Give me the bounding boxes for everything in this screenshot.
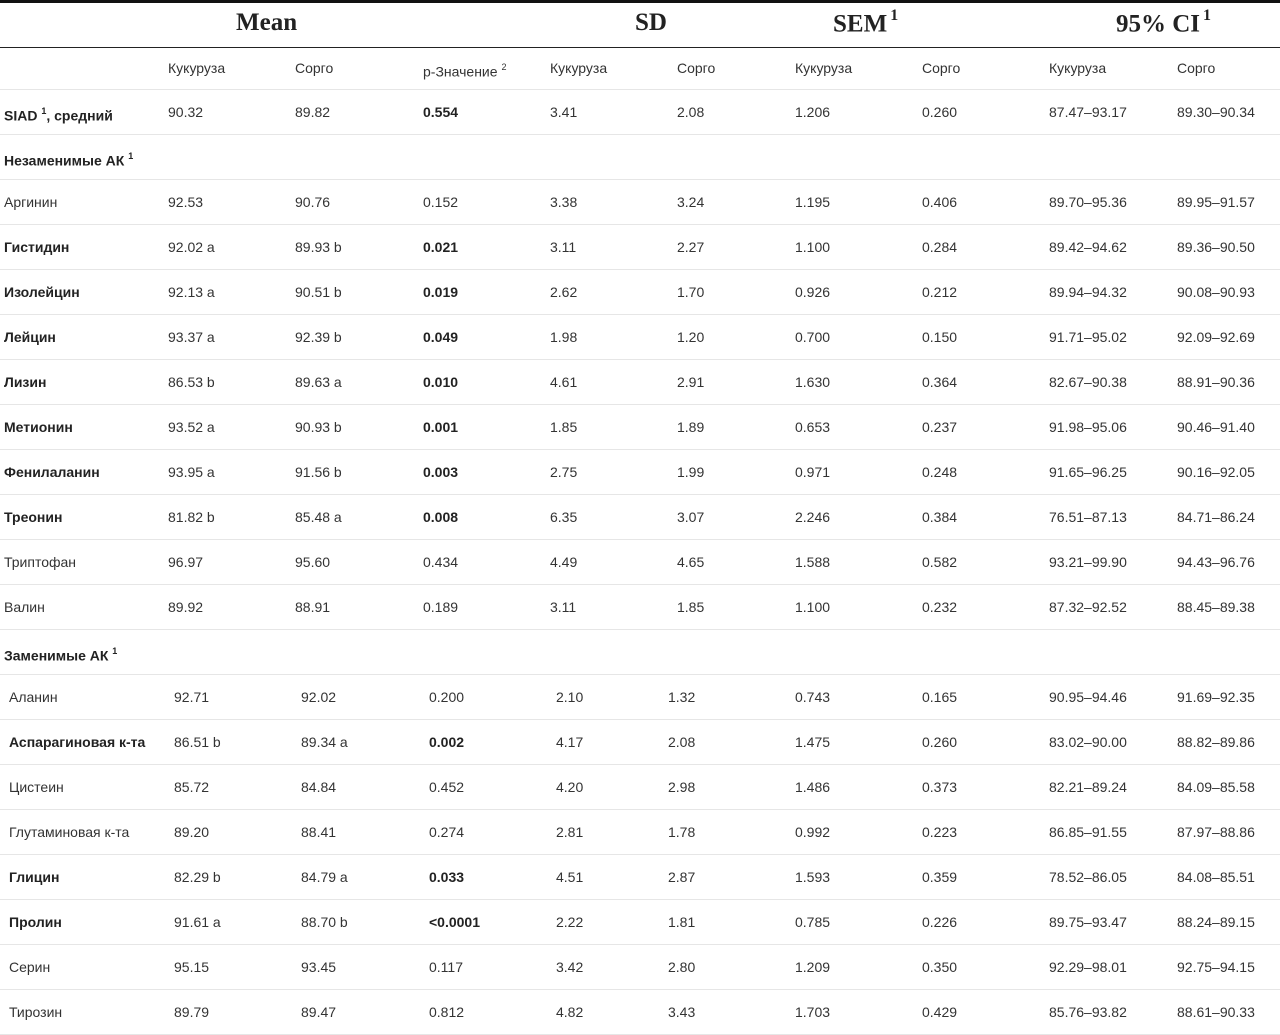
- cell-sem-sorghum: 0.150: [922, 329, 958, 345]
- cell-mean-corn: 91.61 a: [174, 914, 221, 930]
- cell-sd-corn: 6.35: [550, 509, 578, 525]
- section-label: Незаменимые АК $^1$: [4, 151, 134, 169]
- table-row: [0, 810, 1280, 855]
- row-label: Аспарагиновая к-та: [9, 734, 146, 750]
- cell-sd-sorghum: 2.08: [677, 104, 705, 120]
- cell-ci-sorghum: 94.43–96.76: [1177, 554, 1255, 570]
- cell-mean-corn: 93.37 a: [168, 329, 215, 345]
- cell-ci-corn: 90.95–94.46: [1049, 689, 1127, 705]
- col-ci-sorghum: Сорго: [1177, 60, 1216, 76]
- cell-sem-sorghum: 0.364: [922, 374, 958, 390]
- cell-sem-corn: 1.630: [795, 374, 831, 390]
- cell-sem-corn: 1.206: [795, 104, 831, 120]
- cell-sd-sorghum: 1.81: [668, 914, 696, 930]
- cell-ci-corn: 89.70–95.36: [1049, 194, 1127, 210]
- cell-mean-sorghum: 88.41: [301, 824, 337, 840]
- cell-p-value: 0.812: [429, 1004, 465, 1020]
- cell-ci-sorghum: 88.45–89.38: [1177, 599, 1255, 615]
- section-label: Заменимые АК $^1$: [4, 646, 118, 664]
- table-row: [0, 945, 1280, 990]
- cell-p-value: 0.003: [423, 464, 459, 480]
- table-row: [0, 720, 1280, 765]
- cell-mean-sorghum: 90.93 b: [295, 419, 342, 435]
- col-sem-sorghum: Сорго: [922, 60, 961, 76]
- cell-ci-corn: 86.85–91.55: [1049, 824, 1127, 840]
- cell-sd-corn: 3.11: [550, 239, 577, 255]
- cell-ci-sorghum: 88.24–89.15: [1177, 914, 1255, 930]
- table-row: [0, 855, 1280, 900]
- cell-sem-sorghum: 0.406: [922, 194, 958, 210]
- row-label: Лейцин: [4, 329, 56, 345]
- row-label: Изолейцин: [4, 284, 80, 300]
- cell-mean-corn: 89.79: [174, 1004, 210, 1020]
- cell-sem-corn: 1.100: [795, 239, 831, 255]
- cell-sd-sorghum: 1.20: [677, 329, 705, 345]
- cell-sd-sorghum: 1.78: [668, 824, 696, 840]
- cell-sd-sorghum: 3.07: [677, 509, 705, 525]
- section-row: [0, 630, 1280, 675]
- cell-sem-corn: 0.926: [795, 284, 831, 300]
- cell-sd-corn: 3.42: [556, 959, 584, 975]
- col-sem-corn: Кукуруза: [795, 60, 853, 76]
- row-label: Метионин: [4, 419, 73, 435]
- row-label: Фенилаланин: [4, 464, 100, 480]
- cell-mean-corn: 90.32: [168, 104, 204, 120]
- table-row: [0, 315, 1280, 360]
- cell-sd-sorghum: 1.32: [668, 689, 696, 705]
- cell-sd-corn: 2.81: [556, 824, 584, 840]
- table-row: [0, 450, 1280, 495]
- cell-mean-sorghum: 84.79 a: [301, 869, 348, 885]
- cell-ci-corn: 83.02–90.00: [1049, 734, 1127, 750]
- cell-mean-sorghum: 88.70 b: [301, 914, 348, 930]
- cell-sem-sorghum: 0.582: [922, 554, 958, 570]
- cell-ci-sorghum: 84.71–86.24: [1177, 509, 1255, 525]
- cell-ci-corn: 89.42–94.62: [1049, 239, 1127, 255]
- cell-sd-sorghum: 2.08: [668, 734, 696, 750]
- cell-sem-sorghum: 0.373: [922, 779, 958, 795]
- cell-mean-corn: 92.13 a: [168, 284, 215, 300]
- cell-sd-sorghum: 1.70: [677, 284, 705, 300]
- group-header-row: [0, 0, 1280, 48]
- cell-sem-sorghum: 0.212: [922, 284, 958, 300]
- row-label: Валин: [4, 599, 45, 615]
- cell-ci-corn: 76.51–87.13: [1049, 509, 1127, 525]
- table-row: [0, 360, 1280, 405]
- cell-mean-corn: 92.02 a: [168, 239, 215, 255]
- cell-mean-corn: 86.51 b: [174, 734, 221, 750]
- cell-sem-corn: 1.475: [795, 734, 831, 750]
- cell-mean-sorghum: 92.02: [301, 689, 337, 705]
- cell-mean-corn: 95.15: [174, 959, 210, 975]
- cell-sd-sorghum: 1.89: [677, 419, 705, 435]
- cell-ci-corn: 89.75–93.47: [1049, 914, 1127, 930]
- cell-p-value: 0.021: [423, 239, 459, 255]
- cell-mean-corn: 85.72: [174, 779, 210, 795]
- cell-mean-sorghum: 89.82: [295, 104, 331, 120]
- cell-p-value: 0.117: [429, 959, 463, 975]
- cell-sem-corn: 0.992: [795, 824, 831, 840]
- cell-ci-sorghum: 84.09–85.58: [1177, 779, 1255, 795]
- cell-ci-corn: 89.94–94.32: [1049, 284, 1127, 300]
- cell-sem-corn: 1.703: [795, 1004, 831, 1020]
- cell-ci-corn: 85.76–93.82: [1049, 1004, 1127, 1020]
- cell-p-value: 0.152: [423, 194, 459, 210]
- table-row: [0, 765, 1280, 810]
- cell-ci-sorghum: 91.69–92.35: [1177, 689, 1255, 705]
- cell-sd-corn: 4.51: [556, 869, 584, 885]
- cell-ci-corn: 93.21–99.90: [1049, 554, 1127, 570]
- cell-mean-sorghum: 89.93 b: [295, 239, 342, 255]
- cell-mean-corn: 92.53: [168, 194, 204, 210]
- cell-ci-sorghum: 92.75–94.15: [1177, 959, 1255, 975]
- row-label: Глицин: [9, 869, 60, 885]
- cell-sem-corn: 1.593: [795, 869, 831, 885]
- table-row: [0, 900, 1280, 945]
- table-row: [0, 90, 1280, 135]
- col-mean-corn: Кукуруза: [168, 60, 226, 76]
- section-row: [0, 135, 1280, 180]
- cell-p-value: 0.200: [429, 689, 465, 705]
- cell-ci-sorghum: 89.36–90.50: [1177, 239, 1255, 255]
- cell-ci-sorghum: 87.97–88.86: [1177, 824, 1255, 840]
- cell-sd-corn: 4.17: [556, 734, 584, 750]
- table-row: [0, 675, 1280, 720]
- cell-ci-sorghum: 88.91–90.36: [1177, 374, 1255, 390]
- cell-sd-sorghum: 2.98: [668, 779, 696, 795]
- cell-p-value: 0.008: [423, 509, 459, 525]
- table-body: [0, 47, 1280, 1035]
- table-row: [0, 270, 1280, 315]
- cell-p-value: 0.049: [423, 329, 459, 345]
- cell-ci-corn: 82.21–89.24: [1049, 779, 1127, 795]
- col-p-value: p-Значение $^2$: [423, 62, 507, 80]
- cell-sem-sorghum: 0.260: [922, 104, 958, 120]
- cell-ci-corn: 87.32–92.52: [1049, 599, 1127, 615]
- header-mean: Mean: [236, 9, 298, 36]
- cell-sd-corn: 2.75: [550, 464, 578, 480]
- cell-sd-corn: 4.61: [550, 374, 578, 390]
- cell-sem-sorghum: 0.350: [922, 959, 958, 975]
- cell-sem-sorghum: 0.260: [922, 734, 958, 750]
- cell-mean-corn: 86.53 b: [168, 374, 215, 390]
- table-row: [0, 180, 1280, 225]
- cell-ci-sorghum: 90.08–90.93: [1177, 284, 1255, 300]
- cell-p-value: <0.0001: [429, 914, 480, 930]
- col-mean-sorghum: Сорго: [295, 60, 334, 76]
- row-label: SIAD $^1$, средний: [4, 106, 113, 124]
- cell-sem-corn: 1.486: [795, 779, 831, 795]
- cell-sem-sorghum: 0.237: [922, 419, 958, 435]
- cell-sem-corn: 1.100: [795, 599, 831, 615]
- cell-mean-corn: 81.82 b: [168, 509, 215, 525]
- cell-sd-corn: 2.62: [550, 284, 578, 300]
- cell-ci-corn: 91.65–96.25: [1049, 464, 1127, 480]
- row-label: Триптофан: [4, 554, 77, 570]
- cell-sd-sorghum: 1.99: [677, 464, 705, 480]
- table-row: [0, 990, 1280, 1035]
- header-sd: SD: [635, 9, 667, 36]
- cell-mean-sorghum: 90.76: [295, 194, 331, 210]
- cell-sd-sorghum: 2.80: [668, 959, 696, 975]
- row-label: Глутаминовая к-та: [9, 824, 130, 840]
- cell-ci-sorghum: 88.82–89.86: [1177, 734, 1255, 750]
- cell-p-value: 0.010: [423, 374, 459, 390]
- cell-mean-corn: 92.71: [174, 689, 210, 705]
- cell-p-value: 0.452: [429, 779, 465, 795]
- cell-sem-corn: 0.743: [795, 689, 831, 705]
- header-ci: 95% CI $^1$: [1116, 7, 1212, 38]
- cell-p-value: 0.189: [423, 599, 459, 615]
- cell-mean-sorghum: 92.39 b: [295, 329, 342, 345]
- cell-p-value: 0.554: [423, 104, 459, 120]
- cell-sem-sorghum: 0.223: [922, 824, 958, 840]
- cell-ci-sorghum: 92.09–92.69: [1177, 329, 1255, 345]
- col-ci-corn: Кукуруза: [1049, 60, 1107, 76]
- cell-mean-sorghum: 89.34 a: [301, 734, 348, 750]
- cell-mean-corn: 82.29 b: [174, 869, 221, 885]
- cell-sd-corn: 4.82: [556, 1004, 584, 1020]
- cell-ci-corn: 78.52–86.05: [1049, 869, 1127, 885]
- cell-mean-sorghum: 90.51 b: [295, 284, 342, 300]
- cell-p-value: 0.002: [429, 734, 465, 750]
- cell-mean-sorghum: 89.47: [301, 1004, 337, 1020]
- cell-mean-sorghum: 85.48 a: [295, 509, 342, 525]
- col-sd-sorghum: Сорго: [677, 60, 716, 76]
- cell-sd-sorghum: 2.87: [668, 869, 696, 885]
- cell-ci-corn: 92.29–98.01: [1049, 959, 1127, 975]
- cell-ci-sorghum: 88.61–90.33: [1177, 1004, 1255, 1020]
- row-label: Лизин: [4, 374, 47, 390]
- cell-sd-corn: 1.85: [550, 419, 578, 435]
- cell-sd-corn: 2.22: [556, 914, 584, 930]
- cell-mean-corn: 89.20: [174, 824, 210, 840]
- cell-sem-corn: 1.195: [795, 194, 831, 210]
- cell-sem-sorghum: 0.429: [922, 1004, 958, 1020]
- row-label: Тирозин: [9, 1004, 63, 1020]
- cell-ci-corn: 91.71–95.02: [1049, 329, 1127, 345]
- cell-sem-corn: 0.700: [795, 329, 831, 345]
- cell-sd-corn: 3.41: [550, 104, 578, 120]
- cell-ci-sorghum: 84.08–85.51: [1177, 869, 1255, 885]
- cell-mean-sorghum: 91.56 b: [295, 464, 342, 480]
- cell-mean-sorghum: 88.91: [295, 599, 331, 615]
- cell-sd-corn: 4.20: [556, 779, 584, 795]
- cell-p-value: 0.274: [429, 824, 465, 840]
- cell-ci-corn: 91.98–95.06: [1049, 419, 1127, 435]
- row-label: Треонин: [4, 509, 63, 525]
- row-label: Серин: [9, 959, 51, 975]
- cell-sem-sorghum: 0.384: [922, 509, 958, 525]
- cell-sd-sorghum: 3.43: [668, 1004, 696, 1020]
- cell-mean-corn: 96.97: [168, 554, 204, 570]
- cell-sem-corn: 0.971: [795, 464, 831, 480]
- table-row: [0, 495, 1280, 540]
- cell-sem-corn: 0.653: [795, 419, 831, 435]
- cell-p-value: 0.019: [423, 284, 459, 300]
- cell-sd-corn: 1.98: [550, 329, 578, 345]
- cell-sd-sorghum: 1.85: [677, 599, 705, 615]
- table-row: [0, 405, 1280, 450]
- cell-ci-sorghum: 89.95–91.57: [1177, 194, 1255, 210]
- cell-sd-sorghum: 4.65: [677, 554, 705, 570]
- cell-sem-corn: 1.588: [795, 554, 831, 570]
- cell-sem-sorghum: 0.248: [922, 464, 958, 480]
- cell-mean-corn: 89.92: [168, 599, 204, 615]
- cell-mean-sorghum: 84.84: [301, 779, 337, 795]
- cell-ci-sorghum: 89.30–90.34: [1177, 104, 1255, 120]
- cell-p-value: 0.033: [429, 869, 465, 885]
- row-label: Аргинин: [4, 194, 58, 210]
- cell-mean-corn: 93.52 a: [168, 419, 215, 435]
- table-row: [0, 225, 1280, 270]
- cell-sd-sorghum: 2.91: [677, 374, 705, 390]
- table-row: [0, 540, 1280, 585]
- row-label: Гистидин: [4, 239, 70, 255]
- row-label: Цистеин: [9, 779, 64, 795]
- cell-sem-corn: 0.785: [795, 914, 831, 930]
- subheader-row: [0, 47, 1280, 90]
- header-sem: SEM $^1$: [833, 7, 899, 38]
- cell-sd-corn: 3.38: [550, 194, 578, 210]
- cell-mean-sorghum: 89.63 a: [295, 374, 342, 390]
- cell-sd-sorghum: 2.27: [677, 239, 705, 255]
- cell-sd-corn: 4.49: [550, 554, 578, 570]
- cell-sem-sorghum: 0.165: [922, 689, 958, 705]
- cell-sd-corn: 3.11: [550, 599, 577, 615]
- cell-ci-sorghum: 90.16–92.05: [1177, 464, 1255, 480]
- col-sd-corn: Кукуруза: [550, 60, 608, 76]
- cell-mean-sorghum: 95.60: [295, 554, 331, 570]
- cell-mean-corn: 93.95 a: [168, 464, 215, 480]
- row-label: Пролин: [9, 914, 62, 930]
- cell-sem-sorghum: 0.226: [922, 914, 958, 930]
- cell-sem-corn: 1.209: [795, 959, 831, 975]
- cell-sem-sorghum: 0.359: [922, 869, 958, 885]
- cell-ci-corn: 82.67–90.38: [1049, 374, 1127, 390]
- cell-ci-corn: 87.47–93.17: [1049, 104, 1127, 120]
- table-row: [0, 585, 1280, 630]
- cell-sd-corn: 2.10: [556, 689, 584, 705]
- cell-sd-sorghum: 3.24: [677, 194, 705, 210]
- row-label: Аланин: [9, 689, 58, 705]
- cell-ci-sorghum: 90.46–91.40: [1177, 419, 1255, 435]
- cell-mean-sorghum: 93.45: [301, 959, 337, 975]
- cell-p-value: 0.001: [423, 419, 459, 435]
- cell-p-value: 0.434: [423, 554, 459, 570]
- cell-sem-sorghum: 0.284: [922, 239, 958, 255]
- cell-sem-sorghum: 0.232: [922, 599, 958, 615]
- cell-sem-corn: 2.246: [795, 509, 831, 525]
